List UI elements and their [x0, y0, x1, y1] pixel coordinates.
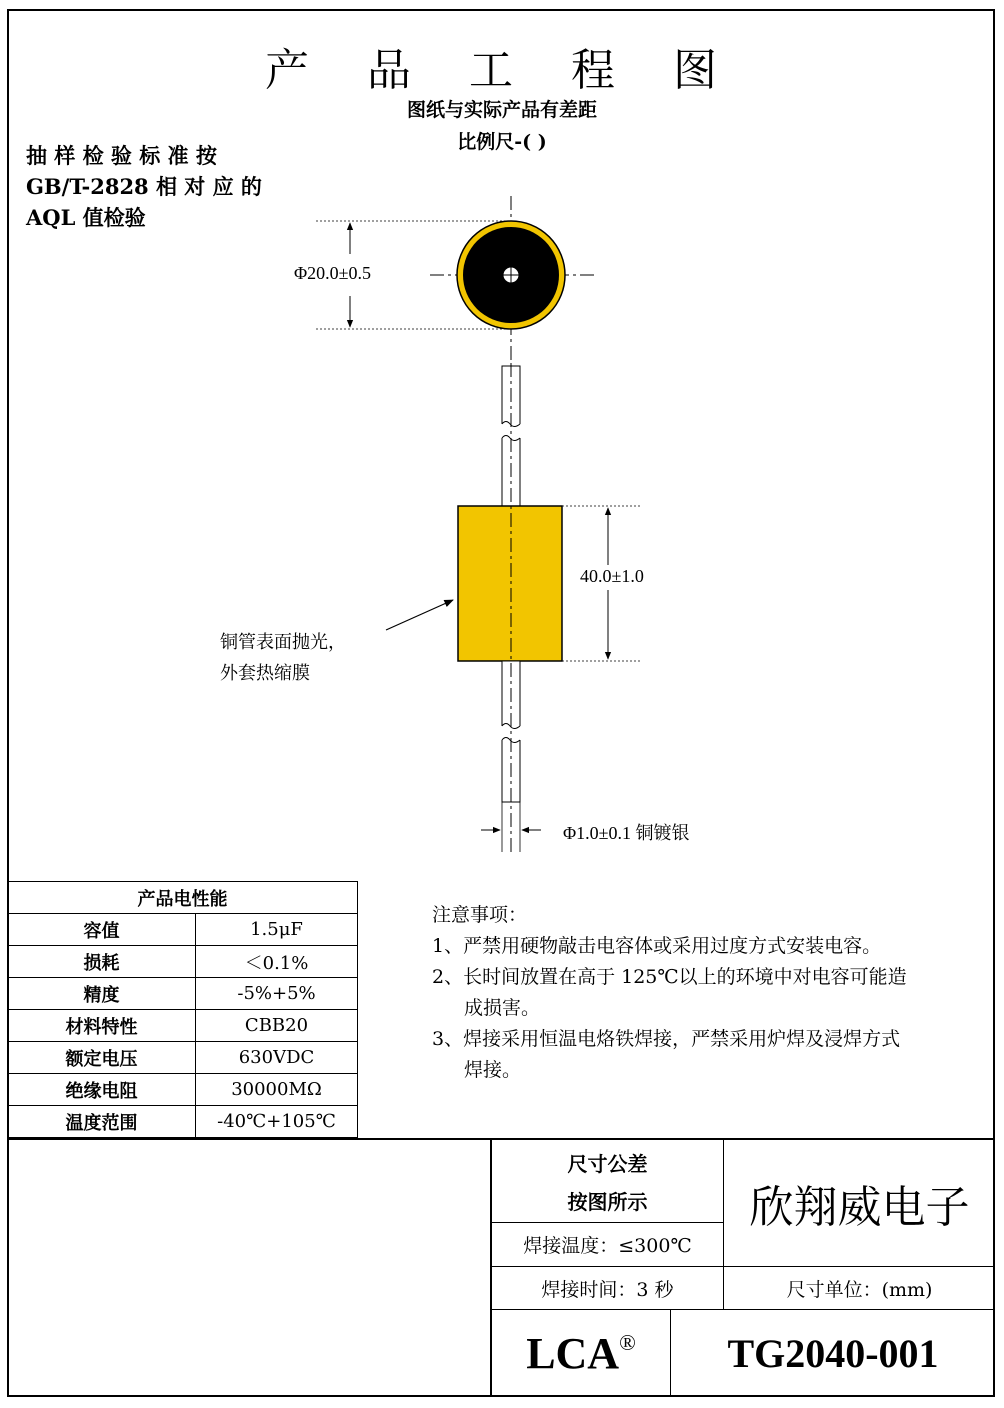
surface-note-line-1: 铜管表面抛光，	[220, 632, 346, 652]
surface-note	[220, 627, 346, 689]
precaution-3: 3、焊接采用恒温电烙铁焊接，严禁采用炉焊及浸焊方式	[432, 1028, 901, 1050]
table-row	[8, 978, 358, 1010]
sampling-line-3: AQL 值检验	[26, 205, 146, 230]
tolerance-cell	[492, 1144, 723, 1222]
row-value: 1.5μF	[196, 914, 358, 946]
row-value: -40℃+105℃	[196, 1106, 358, 1138]
tolerance-line-1: 尺寸公差	[567, 1152, 648, 1176]
precautions-heading: 注意事项：	[432, 904, 528, 926]
registered-mark: ®	[619, 1330, 636, 1355]
precaution-2-cont: 成损害。	[464, 997, 541, 1019]
row-key: 绝缘电阻	[8, 1074, 196, 1106]
performance-table	[7, 881, 358, 1138]
capacitor-body	[458, 506, 562, 661]
row-key: 精度	[8, 978, 196, 1010]
table-row	[8, 914, 358, 946]
table-row	[8, 1010, 358, 1042]
table-row	[8, 1106, 358, 1138]
length-label: 40.0±1.0	[580, 566, 644, 586]
row-key: 容值	[8, 914, 196, 946]
page-title: 产 品 工 程 图	[265, 45, 739, 96]
row-key: 额定电压	[8, 1042, 196, 1074]
diameter-label: Φ20.0±0.5	[294, 263, 372, 283]
row-value: CBB20	[196, 1010, 358, 1042]
brand-logo	[492, 1310, 670, 1396]
row-key: 材料特性	[8, 1010, 196, 1042]
row-value: 30000MΩ	[196, 1074, 358, 1106]
table-row	[8, 1074, 358, 1106]
precautions	[432, 900, 907, 1086]
precaution-2: 2、长时间放置在高于 125℃以上的环境中对电容可能造	[432, 966, 907, 988]
row-value: -5%+5%	[196, 978, 358, 1010]
table-row	[8, 946, 358, 978]
tolerance-line-2: 按图所示	[567, 1190, 648, 1214]
part-number: TG2040-001	[727, 1330, 939, 1376]
sampling-line-2: GB/T-2828 相 对 应 的	[26, 174, 262, 199]
side-view	[386, 363, 640, 852]
row-key: 损耗	[8, 946, 196, 978]
solder-temperature: 焊接温度：≤300℃	[523, 1235, 692, 1257]
solder-time: 焊接时间：3 秒	[541, 1278, 674, 1301]
performance-title: 产品电性能	[8, 882, 358, 914]
dimension-unit: 尺寸单位：(mm)	[786, 1278, 933, 1301]
discrepancy-note: 图纸与实际产品有差距	[406, 99, 597, 121]
precaution-1: 1、严禁用硬物敲击电容体或采用过度方式安装电容。	[432, 935, 882, 957]
brand-name: LCA	[526, 1328, 620, 1378]
surface-note-line-2: 外套热缩膜	[220, 663, 310, 683]
row-value: 630VDC	[196, 1042, 358, 1074]
lead-label: Φ1.0±0.1 铜镀银	[563, 823, 690, 843]
row-value: ＜0.1%	[196, 946, 358, 978]
table-row	[8, 1042, 358, 1074]
row-key: 温度范围	[8, 1106, 196, 1138]
surface-leader-arrow	[386, 600, 453, 630]
sampling-line-1: 抽 样 检 验 标 准 按	[26, 143, 217, 168]
scale-label: 比例尺-( )	[457, 131, 547, 153]
company-name: 欣翔威电子	[749, 1182, 970, 1233]
precaution-3-cont: 焊接。	[464, 1059, 522, 1081]
